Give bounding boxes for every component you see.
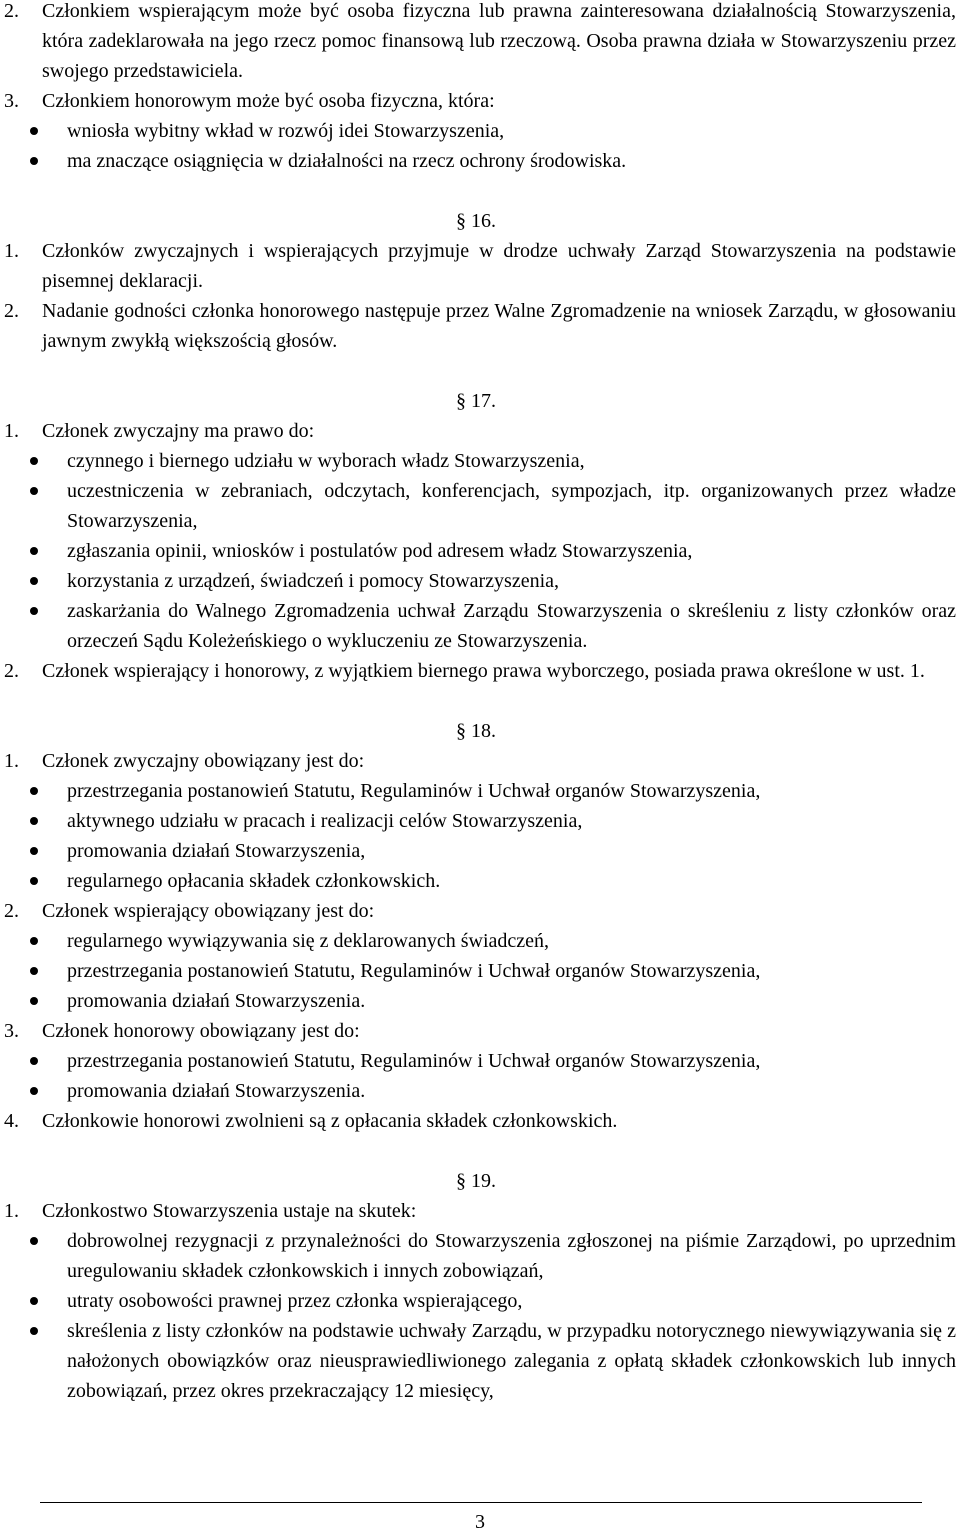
paragraph <box>0 296 960 356</box>
bullet-text: wniosła wybitny wkład w rozwój idei Stowarzyszenia, <box>67 120 505 142</box>
paragraph-text: Członek wspierający obowiązany jest do: <box>42 900 375 922</box>
bullet-item <box>0 1076 960 1106</box>
bullet-item <box>0 566 960 596</box>
bullet-item <box>0 806 960 836</box>
bullet-icon <box>30 457 38 465</box>
bullet-icon <box>30 1057 38 1065</box>
bullet-item <box>0 866 960 896</box>
bullet-text: skreślenia z listy członków na podstawie uchwały Zarządu, w przypadku notorycznego niewywiązywania się z nałożonych obowiązków oraz nieusprawiedliwionego zalegania z opłatą składek członkowskich lub innych zobowiązań, przez okres przekraczający 12 miesięcy, <box>67 1320 956 1402</box>
bullet-text: zgłaszania opinii, wniosków i postulatów pod adresem władz Stowarzyszenia, <box>67 540 693 562</box>
bullet-item <box>0 1226 960 1286</box>
section-heading <box>0 386 960 416</box>
paragraph <box>0 86 960 116</box>
bullet-icon <box>30 817 38 825</box>
bullet-item <box>0 956 960 986</box>
paragraph-text: Członek zwyczajny obowiązany jest do: <box>42 750 365 772</box>
bullet-icon <box>30 1327 38 1335</box>
bullet-item <box>0 476 960 536</box>
bullet-text: promowania działań Stowarzyszenia, <box>67 840 366 862</box>
section-heading-text: § 16. <box>456 210 496 232</box>
paragraph <box>0 896 960 926</box>
bullet-text: zaskarżania do Walnego Zgromadzenia uchwał Zarządu Stowarzyszenia o skreśleniu z listy członków oraz orzeczeń Sądu Koleżeńskiego o wykluczeniu ze Stowarzyszenia. <box>67 600 956 652</box>
bullet-item <box>0 1046 960 1076</box>
paragraph-text: Członkowie honorowi zwolnieni są z opłacania składek członkowskich. <box>42 1110 618 1132</box>
bullet-icon <box>30 1297 38 1305</box>
paragraph-number: 2. <box>4 300 19 322</box>
paragraph-number: 3. <box>4 1020 19 1042</box>
paragraph-number: 1. <box>4 240 19 262</box>
bullet-item <box>0 926 960 956</box>
bullet-icon <box>30 1237 38 1245</box>
bullet-text: promowania działań Stowarzyszenia. <box>67 990 366 1012</box>
section-heading <box>0 1166 960 1196</box>
bullet-item <box>0 536 960 566</box>
bullet-text: aktywnego udziału w pracach i realizacji celów Stowarzyszenia, <box>67 810 583 832</box>
bullet-text: uczestniczenia w zebraniach, odczytach, konferencjach, sympozjach, itp. organizowanych przez władze Stowarzyszenia, <box>67 480 956 532</box>
paragraph <box>0 0 960 86</box>
bullet-text: promowania działań Stowarzyszenia. <box>67 1080 366 1102</box>
bullet-text: regularnego opłacania składek członkowskich. <box>67 870 441 892</box>
paragraph-number: 1. <box>4 750 19 772</box>
paragraph <box>0 1106 960 1136</box>
paragraph-text: Członek honorowy obowiązany jest do: <box>42 1020 360 1042</box>
bullet-icon <box>30 967 38 975</box>
bullet-item <box>0 776 960 806</box>
bullet-item <box>0 146 960 176</box>
bullet-icon <box>30 487 38 495</box>
bullet-item <box>0 596 960 656</box>
bullet-icon <box>30 847 38 855</box>
bullet-icon <box>30 547 38 555</box>
paragraph-number: 1. <box>4 420 19 442</box>
paragraph <box>0 1016 960 1046</box>
section-heading-text: § 18. <box>456 720 496 742</box>
section-heading <box>0 716 960 746</box>
paragraph-number: 2. <box>4 900 19 922</box>
bullet-text: czynnego i biernego udziału w wyborach władz Stowarzyszenia, <box>67 450 585 472</box>
section-heading-text: § 19. <box>456 1170 496 1192</box>
paragraph-text: Członkiem wspierającym może być osoba fizyczna lub prawna zainteresowana działalnością Stowarzyszenia, która zadeklarowała na jego rzecz pomoc finansową lub rzeczową. Osoba prawna działa w Stowarzyszeniu przez swojego przedstawiciela. <box>42 0 956 82</box>
paragraph-text: Członkostwo Stowarzyszenia ustaje na skutek: <box>42 1200 417 1222</box>
bullet-icon <box>30 787 38 795</box>
paragraph-number: 1. <box>4 1200 19 1222</box>
paragraph <box>0 1196 960 1226</box>
bullet-text: korzystania z urządzeń, świadczeń i pomocy Stowarzyszenia, <box>67 570 560 592</box>
paragraph <box>0 236 960 296</box>
paragraph-text: Członek wspierający i honorowy, z wyjątkiem biernego prawa wyborczego, posiada prawa określone w ust. 1. <box>42 660 925 682</box>
paragraph-text: Członków zwyczajnych i wspierających przyjmuje w drodze uchwały Zarząd Stowarzyszenia na podstawie pisemnej deklaracji. <box>42 240 956 292</box>
bullet-icon <box>30 997 38 1005</box>
paragraph-text: Członkiem honorowym może być osoba fizyczna, która: <box>42 90 495 112</box>
bullet-text: przestrzegania postanowień Statutu, Regulaminów i Uchwał organów Stowarzyszenia, <box>67 960 761 982</box>
bullet-icon <box>30 157 38 165</box>
page-number: 3 <box>475 1511 485 1533</box>
bullet-item <box>0 836 960 866</box>
bullet-item <box>0 1316 960 1406</box>
bullet-item <box>0 446 960 476</box>
bullet-item <box>0 116 960 146</box>
bullet-text: przestrzegania postanowień Statutu, Regulaminów i Uchwał organów Stowarzyszenia, <box>67 1050 761 1072</box>
paragraph-number: 2. <box>4 660 19 682</box>
bullet-icon <box>30 607 38 615</box>
bullet-text: przestrzegania postanowień Statutu, Regulaminów i Uchwał organów Stowarzyszenia, <box>67 780 761 802</box>
section-heading-text: § 17. <box>456 390 496 412</box>
paragraph <box>0 656 960 686</box>
paragraph-number: 4. <box>4 1110 19 1132</box>
bullet-icon <box>30 937 38 945</box>
bullet-icon <box>30 877 38 885</box>
paragraph <box>0 746 960 776</box>
section-heading <box>0 206 960 236</box>
bullet-icon <box>30 577 38 585</box>
bullet-icon <box>30 127 38 135</box>
paragraph-number: 3. <box>4 90 19 112</box>
footer-divider <box>40 1502 922 1503</box>
paragraph-text: Nadanie godności członka honorowego następuje przez Walne Zgromadzenie na wniosek Zarządu, w głosowaniu jawnym zwykłą większością głosów. <box>42 300 956 352</box>
paragraph-text: Członek zwyczajny ma prawo do: <box>42 420 315 442</box>
bullet-item <box>0 1286 960 1316</box>
bullet-text: dobrowolnej rezygnacji z przynależności do Stowarzyszenia zgłoszonej na piśmie Zarządowi, po uprzednim uregulowaniu składek członkowskich i innych zobowiązań, <box>67 1230 956 1282</box>
bullet-icon <box>30 1087 38 1095</box>
bullet-item <box>0 986 960 1016</box>
paragraph-number: 2. <box>4 0 19 22</box>
bullet-text: ma znaczące osiągnięcia w działalności na rzecz ochrony środowiska. <box>67 150 627 172</box>
bullet-text: utraty osobowości prawnej przez członka wspierającego, <box>67 1290 523 1312</box>
bullet-text: regularnego wywiązywania się z deklarowanych świadczeń, <box>67 930 550 952</box>
paragraph <box>0 416 960 446</box>
